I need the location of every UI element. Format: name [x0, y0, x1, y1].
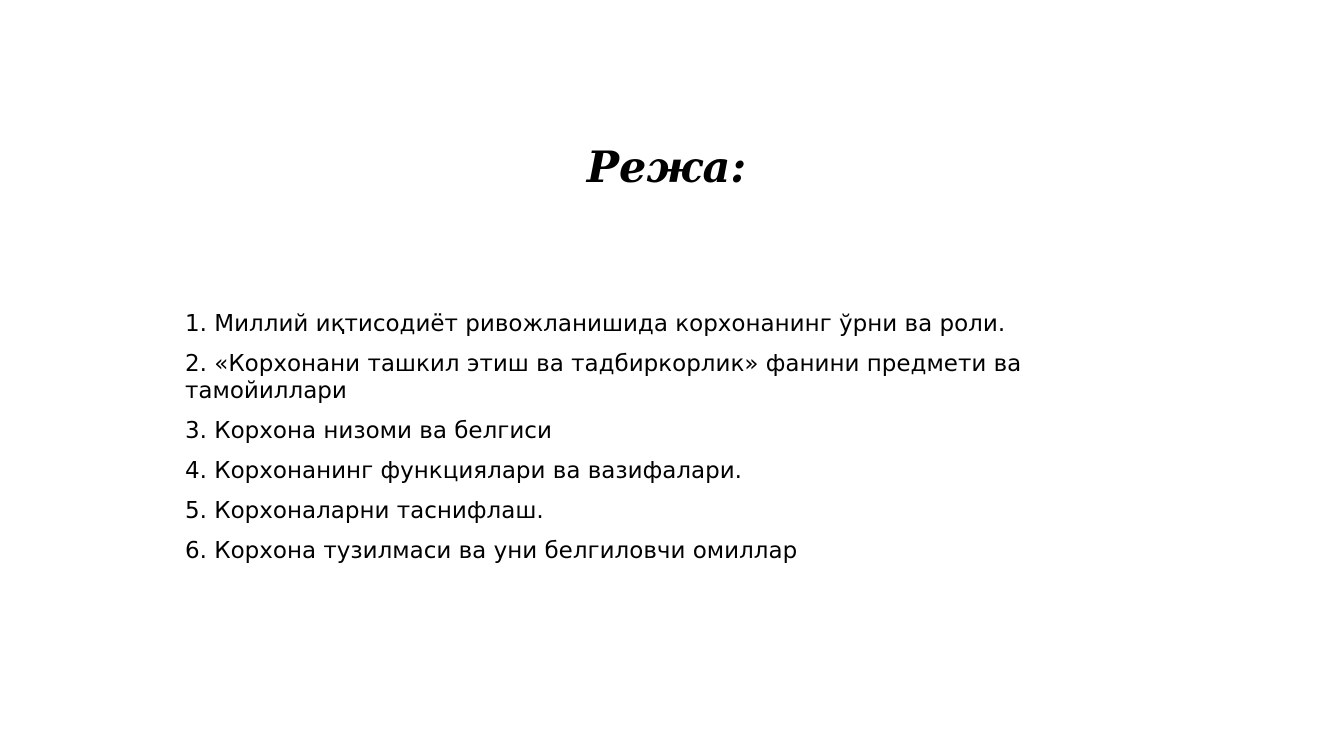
- plan-list: [185, 311, 1145, 578]
- plan-item-1: 1. Миллий иқтисодиёт ривожланишида корхонанинг ўрни ва роли.: [185, 311, 1006, 337]
- plan-item-6: 6. Корхона тузилмаси ва уни белгиловчи омиллар: [185, 538, 798, 564]
- slide-title: Режа:: [586, 143, 747, 193]
- plan-item-3: 3. Корхона низоми ва белгиси: [185, 418, 552, 444]
- plan-item-5: 5. Корхоналарни таснифлаш.: [185, 498, 544, 524]
- plan-item-4: 4. Корхонанинг функциялари ва вазифалари.: [185, 458, 742, 484]
- plan-item-2: 2. «Корхонани ташкил этиш ва тадбиркорлик» фанини предмети ва тамойиллари: [185, 351, 1022, 404]
